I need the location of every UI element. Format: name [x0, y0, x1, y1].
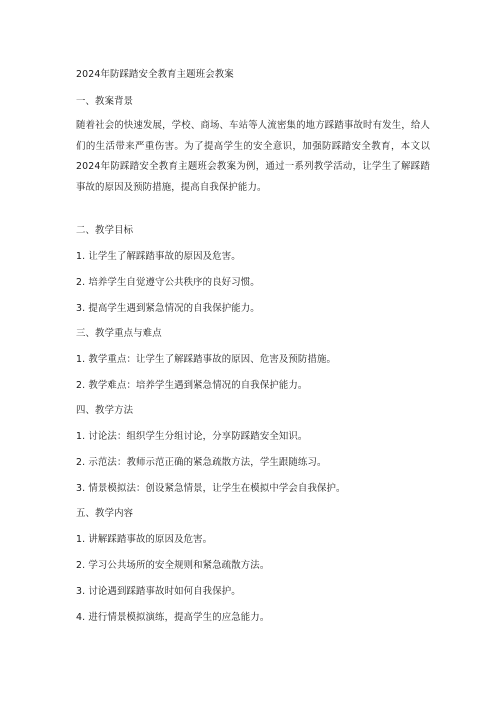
section-heading-key-points: 三、教学重点与难点 [76, 328, 162, 339]
document-title: 2024年防踩踏安全教育主题班会教案 [76, 69, 234, 80]
list-item: 1. 讲解踩踏事故的原因及危害。 [76, 534, 213, 545]
section-heading-methods: 四、教学方法 [76, 405, 134, 416]
section-heading-objectives: 二、教学目标 [76, 225, 134, 236]
section-paragraph-background: 随着社会的快速发展，学校、商场、车站等人流密集的地方踩踏事故时有发生，给人们的生活带来严重伤害。为了提高学生的安全意识，加强防踩踏安全教育，本文以2024年防踩踏安全教育主题班会教案为例，通过一系列教学活动，让学生了解踩踏事故的原因及预防措施，提高自我保护能力。 [76, 120, 430, 193]
list-item: 2. 教学难点：培养学生遇到紧急情况的自我保护能力。 [76, 380, 308, 391]
section-heading-background: 一、教案背景 [76, 96, 134, 107]
list-item: 3. 情景模拟法：创设紧急情景，让学生在模拟中学会自我保护。 [76, 483, 346, 494]
section-heading-content: 五、教学内容 [76, 508, 134, 519]
list-item: 3. 讨论遇到踩踏事故时如何自我保护。 [76, 586, 241, 597]
list-item: 1. 教学重点：让学生了解踩踏事故的原因、危害及预防措施。 [76, 354, 337, 365]
list-item: 2. 培养学生自觉遵守公共秩序的良好习惯。 [76, 277, 260, 288]
list-item: 3. 提高学生遇到紧急情况的自我保护能力。 [76, 303, 260, 314]
list-item: 2. 示范法：教师示范正确的紧急疏散方法，学生跟随练习。 [76, 457, 327, 468]
list-item: 1. 讨论法：组织学生分组讨论，分享防踩踏安全知识。 [76, 431, 308, 442]
list-item: 2. 学习公共场所的安全规则和紧急疏散方法。 [76, 560, 270, 571]
list-item: 4. 进行情景模拟演练，提高学生的应急能力。 [76, 612, 270, 623]
list-item: 1. 让学生了解踩踏事故的原因及危害。 [76, 251, 241, 262]
